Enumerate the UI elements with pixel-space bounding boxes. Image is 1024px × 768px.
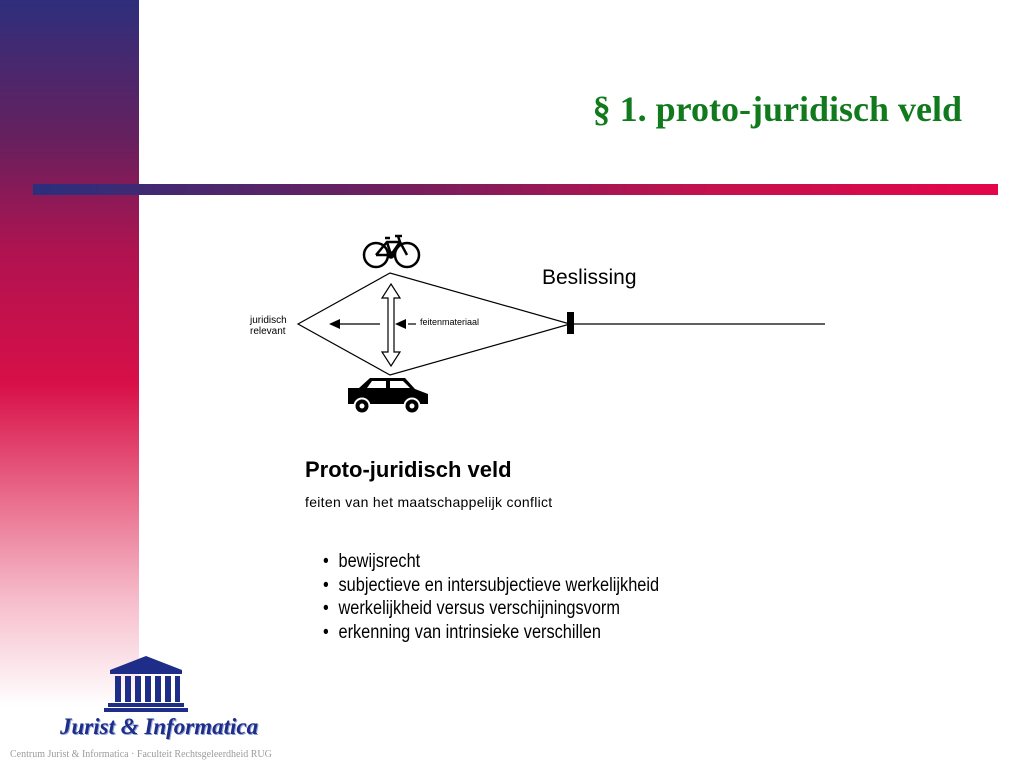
juridisch-label-line1: juridisch xyxy=(250,315,287,326)
bicycle-icon xyxy=(364,236,419,267)
bullet-item xyxy=(323,574,659,598)
car-icon xyxy=(348,378,428,414)
bullet-item xyxy=(323,597,659,621)
juridisch-relevant-label xyxy=(250,315,287,337)
beslissing-label: Beslissing xyxy=(542,266,637,289)
temple-icon xyxy=(58,655,248,715)
juridisch-label-line2: relevant xyxy=(250,326,286,337)
bullet-text: erkenning van intrinsieke verschillen xyxy=(338,621,601,643)
proto-juridisch-diagram xyxy=(240,228,840,424)
bullet-list xyxy=(323,550,714,644)
section-subtitle: Proto-juridisch veld xyxy=(305,457,512,482)
bullet-dot: • xyxy=(323,551,329,572)
feitenmateriaal-label: feitenmateriaal xyxy=(420,317,480,327)
footer-text: Centrum Jurist & Informatica · Faculteit Rechtsgeleerdheid RUG xyxy=(10,749,272,760)
jurist-informatica-logo xyxy=(58,655,259,745)
bullet-dot: • xyxy=(323,574,329,596)
bullet-dot: • xyxy=(323,598,329,619)
bullet-text: bewijsrecht xyxy=(338,551,421,572)
bullet-dot: • xyxy=(323,621,329,643)
title-divider xyxy=(33,184,998,195)
decision-marker xyxy=(567,312,574,334)
bullet-item xyxy=(323,621,659,645)
bullet-item xyxy=(323,550,659,574)
section-subline: feiten van het maatschappelijk conflict xyxy=(305,494,553,510)
bullet-text: subjectieve en intersubjectieve werkelijkheid xyxy=(338,574,660,596)
left-arrow xyxy=(329,319,340,329)
side-gradient-bar xyxy=(0,0,139,768)
slide-title: § 1. proto-juridisch veld xyxy=(592,89,962,129)
logo-text: Jurist & Informatica xyxy=(60,714,259,739)
bullet-text: werkelijkheid versus verschijningsvorm xyxy=(338,598,620,619)
diagram-graphic xyxy=(240,228,840,424)
